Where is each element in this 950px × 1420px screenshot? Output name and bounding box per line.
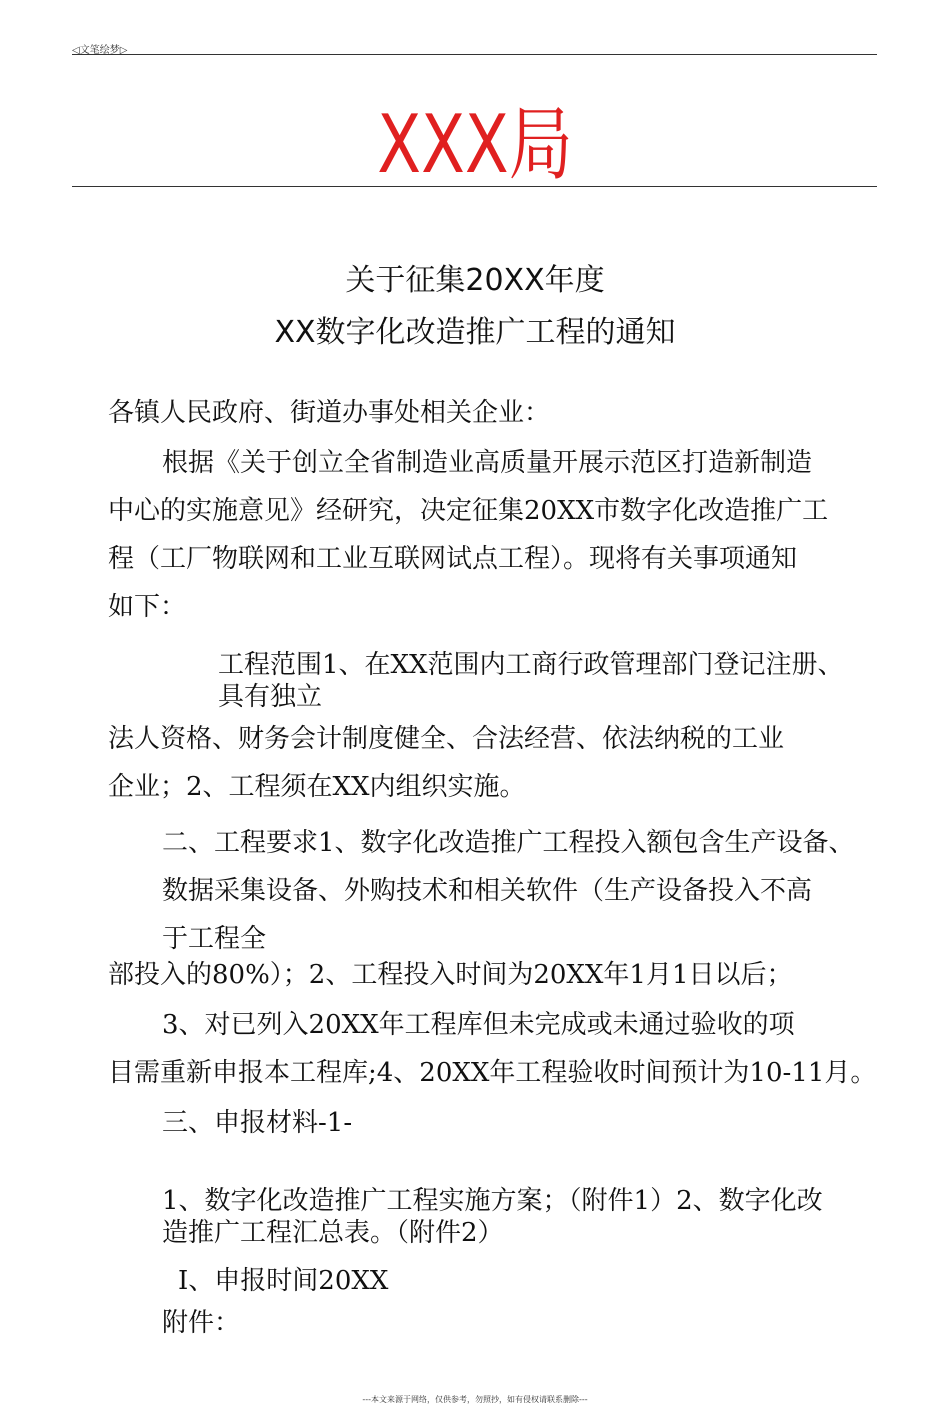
- footer-disclaimer: ---本文来源于网络，仅供参考，勿照抄，如有侵权请联系删除---: [362, 1395, 588, 1404]
- body-line: 目需重新申报本工程库;4、20XX年工程验收时间预计为10-11月。: [108, 1058, 877, 1088]
- body-line: 法人资格、财务会计制度健全、合法经营、依法纳税的工业: [108, 724, 785, 754]
- body-line: 企业；2、工程须在XX内组织实施。: [108, 772, 526, 802]
- body-line: 三、申报材料-1-: [162, 1108, 353, 1138]
- body-line: 于工程全: [162, 924, 267, 954]
- body-line: 二、工程要求1、数字化改造推广工程投入额包含生产设备、: [162, 828, 855, 858]
- body-line: 工程范围1、在XX范围内工商行政管理部门登记注册、: [218, 650, 844, 680]
- body-line: 造推广工程汇总表。（附件2）: [162, 1218, 504, 1248]
- body-line: 1、数字化改造推广工程实施方案；（附件1）2、数字化改: [162, 1186, 823, 1216]
- body-line: 3、对已列入20XX年工程库但未完成或未通过验收的项: [162, 1010, 795, 1040]
- header-rule: [72, 54, 877, 55]
- body-line: 中心的实施意见》经研究，决定征集20XX市数字化改造推广工: [108, 496, 829, 526]
- letterhead-rule: [72, 186, 877, 187]
- document-title-line-2: XX数字化改造推广工程的通知: [274, 315, 676, 350]
- body-line: I、申报时间20XX: [178, 1266, 389, 1296]
- body-line: 部投入的80%）；2、工程投入时间为20XX年1月1日以后；: [108, 960, 793, 990]
- body-line: 程（工厂物联网和工业互联网试点工程）。现将有关事项通知: [108, 544, 798, 574]
- document-title-line-1: 关于征集20XX年度: [345, 263, 605, 298]
- body-line: 附件：: [162, 1308, 241, 1338]
- organization-name: XXX局: [377, 98, 573, 191]
- body-line: 如下：: [108, 592, 187, 622]
- header-tag: ◁文笔绘梦▷: [72, 45, 128, 56]
- salutation: 各镇人民政府、街道办事处相关企业：: [108, 398, 551, 428]
- body-line: 具有独立: [218, 682, 323, 712]
- body-line: 根据《关于创立全省制造业高质量开展示范区打造新制造: [162, 448, 813, 478]
- body-line: 数据采集设备、外购技术和相关软件（生产设备投入不高: [162, 876, 813, 906]
